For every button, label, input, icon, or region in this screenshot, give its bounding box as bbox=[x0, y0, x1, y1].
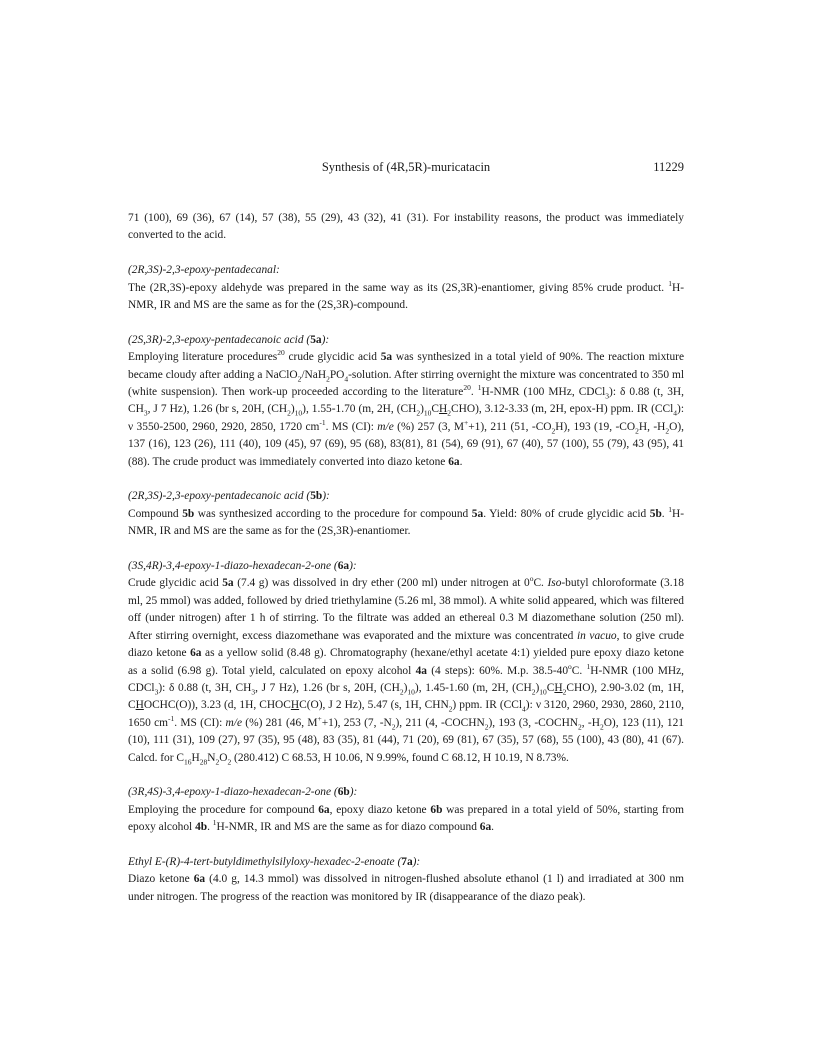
entry-paragraph: Crude glycidic acid 5a (7.4 g) was dissolved in dry ether (200 ml) under nitrogen at 0$^o$C. Iso-butyl chloroformate (3.18 ml, 25 mmol) was added, followed by dried triethylamine (5.26 ml, 38 mmol). A white solid appeared, which was filtered off (under nitrogen) after 1 h of stirring. To the filtrate was added an ethereal 0.3 M diazomethane solution (250 ml). After stirring overnight, excess diazomethane was evaporated and the mixture was concentrated in vacuo, to give crude diazo ketone 6a as a yellow solid (8.48 g). Chromatography (hexane/ethyl acetate 4:1) yielded pure epoxy diazo ketone as a solid (6.98 g). Total yield, calculated on epoxy alcohol 4a (4 steps): 60%. M.p. 38.5-40$^o$C. $^1$H-NMR (100 MHz, CDCl$_3$): δ 0.88 (t, 3H, $CH_3$, J 7 Hz), 1.26 (br s, 20H, $(CH_2)_{10}$), 1.45-1.60 (m, 2H, $(CH_2)_{10}CH_2CHO$), 2.90-3.02 (m, 1H, CHOCHC(O)), 3.23 (d, 1H, CHOCHC(O), J 2 Hz), 5.47 (s, 1H, $CHN_2$) ppm. IR (CCl$_4$): ν 3120, 2960, 2930, 2860, 2110, 1650 $cm^{-1}$. MS (CI): m/e (%) 281 (46, M++1), 253 (7, $-N_2$), 211 (4, $-COCHN_2$), 193 (3, $-COCHN_2$, $-H_2O$), 123 (11), 121 (10), 111 (31), 109 (27), 97 (35), 95 (48), 83 (35), 81 (44), 71 (20), 69 (81), 67 (35), 57 (68), 55 (100), 43 (80), 41 (67). Calcd. for $C_{16}H_{28}N_2O_2$ (280.412) C 68.53, H 10.06, N 9.99%, found C 68.12, H 10.19, N 8.73%. bbox=[128, 574, 684, 766]
entry-epoxy-pentadecanal bbox=[128, 262, 684, 314]
continuation-entry bbox=[128, 210, 684, 245]
entry-heading: (2R,3S)-2,3-epoxy-pentadecanal: bbox=[128, 264, 280, 277]
entry-paragraph: Employing the procedure for compound 6a, epoxy diazo ketone 6b was prepared in a total yield of 50%, starting from epoxy alcohol 4b. $^1$H-NMR, IR and MS are the same as for diazo compound 6a. bbox=[128, 803, 684, 834]
entry-compound-6a bbox=[128, 558, 684, 767]
running-title: Synthesis of (4R,5R)-muricatacin bbox=[321, 160, 491, 174]
entry-heading: (2S,3R)-2,3-epoxy-pentadecanoic acid (5a): bbox=[128, 333, 330, 346]
page-number: 11229 bbox=[653, 160, 684, 174]
entry-compound-7a bbox=[128, 854, 684, 906]
entry-paragraph: The (2R,3S)-epoxy aldehyde was prepared in the same way as its (2S,3R)-enantiomer, giving 85% crude product. $^1$H-NMR, IR and MS are the same as for the (2S,3R)-compound. bbox=[128, 278, 684, 312]
entry-paragraph: Compound 5b was synthesized according to the procedure for compound 5a. Yield: 80% of crude glycidic acid 5b. $^1$H-NMR, IR and MS are the same as for the (2S,3R)-enantiomer. bbox=[128, 505, 684, 538]
body-text bbox=[128, 210, 684, 924]
continuation-paragraph: 71 (100), 69 (36), 67 (14), 57 (38), 55 (29), 43 (32), 41 (31). For instability reasons, the product was immediately converted to the acid. bbox=[128, 212, 684, 242]
entry-heading: (3R,4S)-3,4-epoxy-1-diazo-hexadecan-2-one (6b): bbox=[128, 786, 358, 799]
entry-paragraph: Diazo ketone 6a (4.0 g, 14.3 mmol) was dissolved in nitrogen-flushed absolute ethanol (1 l) and irradiated at 300 nm under nitrogen. The progress of the reaction was monitored by IR (disappearance of the diazo peak). bbox=[128, 873, 685, 903]
entry-compound-5b bbox=[128, 488, 684, 540]
entry-paragraph: Employing literature procedures$^{20}$ crude glycidic acid 5a was synthesized in a total yield of 90%. The reaction mixture became cloudy after adding a $NaClO_2/NaH_2PO_4$-solution. After stirring overnight the mixture was concentrated to 350 ml (white suspension). Then work-up proceeded according to the literature$^{20}$. $^1$H-NMR (100 MHz, CDCl$_3$): δ 0.88 (t, 3H, $CH_3$, J 7 Hz), 1.26 (br s, 20H, $(CH_2)_{10}$), 1.55-1.70 (m, 2H, $(CH_2)_{10}CH_2CHO$), 3.12-3.33 (m, 2H, epox-H) ppm. IR (CCl$_4$): ν 3550-2500, 2960, 2920, 2850, 1720 $cm^{-1}$. MS (CI): m/e (%) 257 (3, M++1), 211 (51, $-CO_2H$), 193 (19, $-CO_2H$, $-H_2O$), 137 (16), 123 (26), 111 (40), 109 (45), 97 (69), 95 (68), 83(81), 81 (54), 69 (91), 67 (40), 57 (100), 55 (79), 43 (95), 41 (88). The crude product was immediately converted into diazo ketone 6a. bbox=[128, 348, 684, 468]
entry-heading: (2R,3S)-2,3-epoxy-pentadecanoic acid (5b): bbox=[128, 490, 330, 503]
entry-heading: Ethyl E-(R)-4-tert-butyldimethylsilyloxy-hexadec-2-enoate (7a): bbox=[128, 855, 421, 868]
entry-heading: (3S,4R)-3,4-epoxy-1-diazo-hexadecan-2-one (6a): bbox=[128, 560, 357, 573]
entry-compound-6b bbox=[128, 784, 684, 836]
entry-compound-5a bbox=[128, 332, 684, 471]
